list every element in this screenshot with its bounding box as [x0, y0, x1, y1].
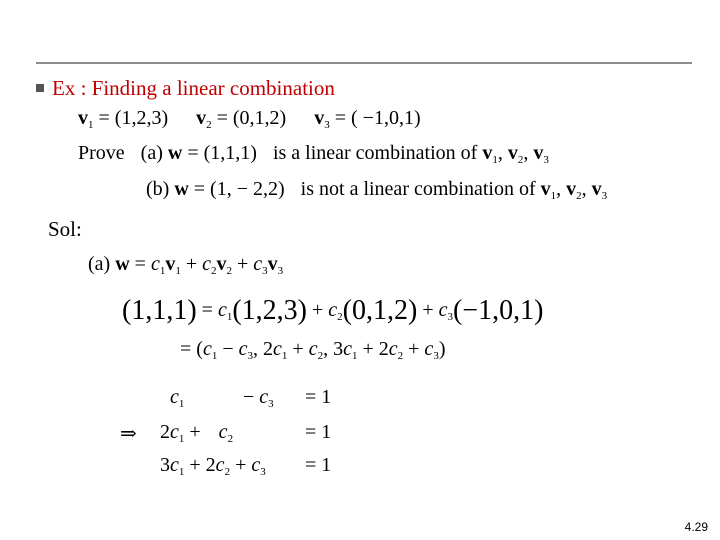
- system-row-1-c1: $c_1$: [170, 386, 185, 410]
- implies-arrow-icon: ⇒: [120, 423, 137, 445]
- solution-equation-1: (a) $w = c_1v_1 + c_2v_2 + c_3v_3$: [88, 253, 284, 277]
- solution-equation-3: = ($c_1 - c_3$, $2c_1 + c_2$, $3c_1 + 2c_2 + c_3$): [180, 338, 446, 362]
- top-rule: [36, 62, 692, 64]
- prove-b-line: (b) w = (1, − 2,2) is not a linear combination of $v_1$, $v_2$, $v_3$: [146, 178, 608, 202]
- prove-a-line: Prove (a) w = (1,1,1) is a linear combination of $v_1$, $v_2$, $v_3$: [78, 142, 549, 166]
- solution-label: Sol:: [48, 217, 82, 241]
- system-row-2-rhs: = 1: [305, 421, 332, 443]
- system-row-2-lhs: $2c_1 + c_2$: [160, 421, 234, 445]
- system-row-3-lhs: $3c_1 + 2c_2 + c_3$: [160, 454, 266, 478]
- vectors-line: $v_1 = (1,2,3) v_2 = (0,1,2) v_3$ = ( −1,0,1): [78, 107, 421, 131]
- page-number: 4.29: [684, 520, 708, 534]
- solution-equation-2: $(1,1,1) = c_1(1,2,3) + c_2(0,1,2) + c_3(-1,0,1)$: [122, 295, 544, 326]
- system-row-1-rhs: = 1: [305, 386, 332, 408]
- bullet-icon: [36, 84, 44, 92]
- system-row-3-rhs: = 1: [305, 454, 332, 476]
- example-heading: Ex : Finding a linear combination: [52, 76, 335, 100]
- system-row-1-c3: − $c_3$: [243, 386, 274, 410]
